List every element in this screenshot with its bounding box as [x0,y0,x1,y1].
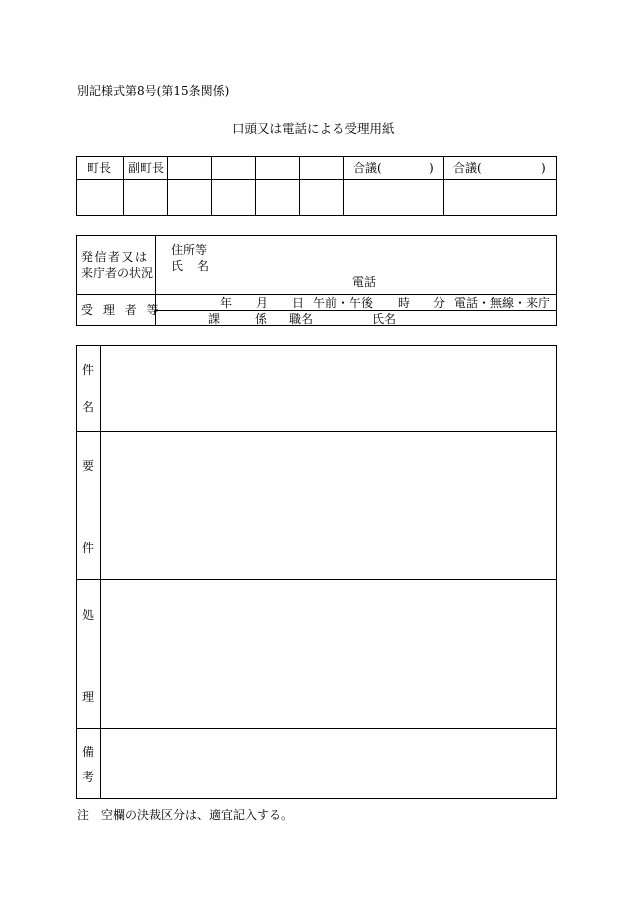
approval-header-consult-1: 合議( [353,161,382,175]
sender-receiver-table [76,235,557,326]
approval-header-vice-chief: 副町長 [128,161,165,175]
receiver-minute-label: 分 [433,296,446,310]
footnote: 注 空欄の決裁区分は、適宜記入する。 [77,808,294,822]
approval-col-divider [123,157,124,215]
approval-header-consult-2: 合議( [453,161,482,175]
content-row-divider [77,431,556,432]
receiver-day-label: 日 [292,296,305,310]
subject-label-1: 件 [82,363,95,377]
receiver-year-label: 年 [220,296,233,310]
receiver-month-label: 月 [256,296,269,310]
sender-row-divider [77,294,556,295]
receiver-method-label: 電話・無線・来庁 [454,296,551,310]
process-label-2: 理 [82,690,95,704]
receiver-ampm-label: 午前・午後 [313,296,374,310]
content-row-divider [77,728,556,729]
subject-label-2: 名 [82,400,95,414]
receiver-position-label: 職名 [289,312,314,326]
content-col-divider [100,346,101,798]
approval-col-divider [167,157,168,215]
receiver-person-name-label: 氏名 [372,312,397,326]
sender-name-label-1: 氏 [171,259,184,273]
approval-header-consult-1-close: ) [429,161,434,175]
approval-table [76,156,557,216]
receiver-label: 受 理 者 等 [81,303,162,317]
receiver-row-divider [155,310,556,311]
sender-address-label: 住所等 [171,243,208,257]
receiver-section-label: 課 [208,312,221,326]
form-number-label: 別記様式第8号(第15条関係) [77,84,230,98]
approval-col-divider [443,157,444,215]
gist-label-2: 件 [82,541,95,555]
approval-col-divider [211,157,212,215]
approval-header-chief: 町長 [87,161,112,175]
sender-label-line1: 発信者又は [81,250,149,264]
approval-col-divider [343,157,344,215]
receiver-subsection-label: 係 [255,312,268,326]
remarks-label-2: 考 [82,770,95,784]
sender-name-label-2: 名 [197,259,210,273]
approval-col-divider [299,157,300,215]
gist-label-1: 要 [82,459,95,473]
sender-phone-label: 電話 [352,275,377,289]
approval-header-consult-2-close: ) [541,161,546,175]
sender-label-line2: 来庁者の状況 [81,266,154,280]
process-label-1: 処 [82,608,95,622]
document-title: 口頭又は電話による受理用紙 [232,121,395,136]
content-table [76,345,557,799]
approval-row-divider [77,179,556,180]
receiver-hour-label: 時 [398,296,411,310]
content-row-divider [77,579,556,580]
approval-col-divider [255,157,256,215]
remarks-label-1: 備 [82,745,95,759]
